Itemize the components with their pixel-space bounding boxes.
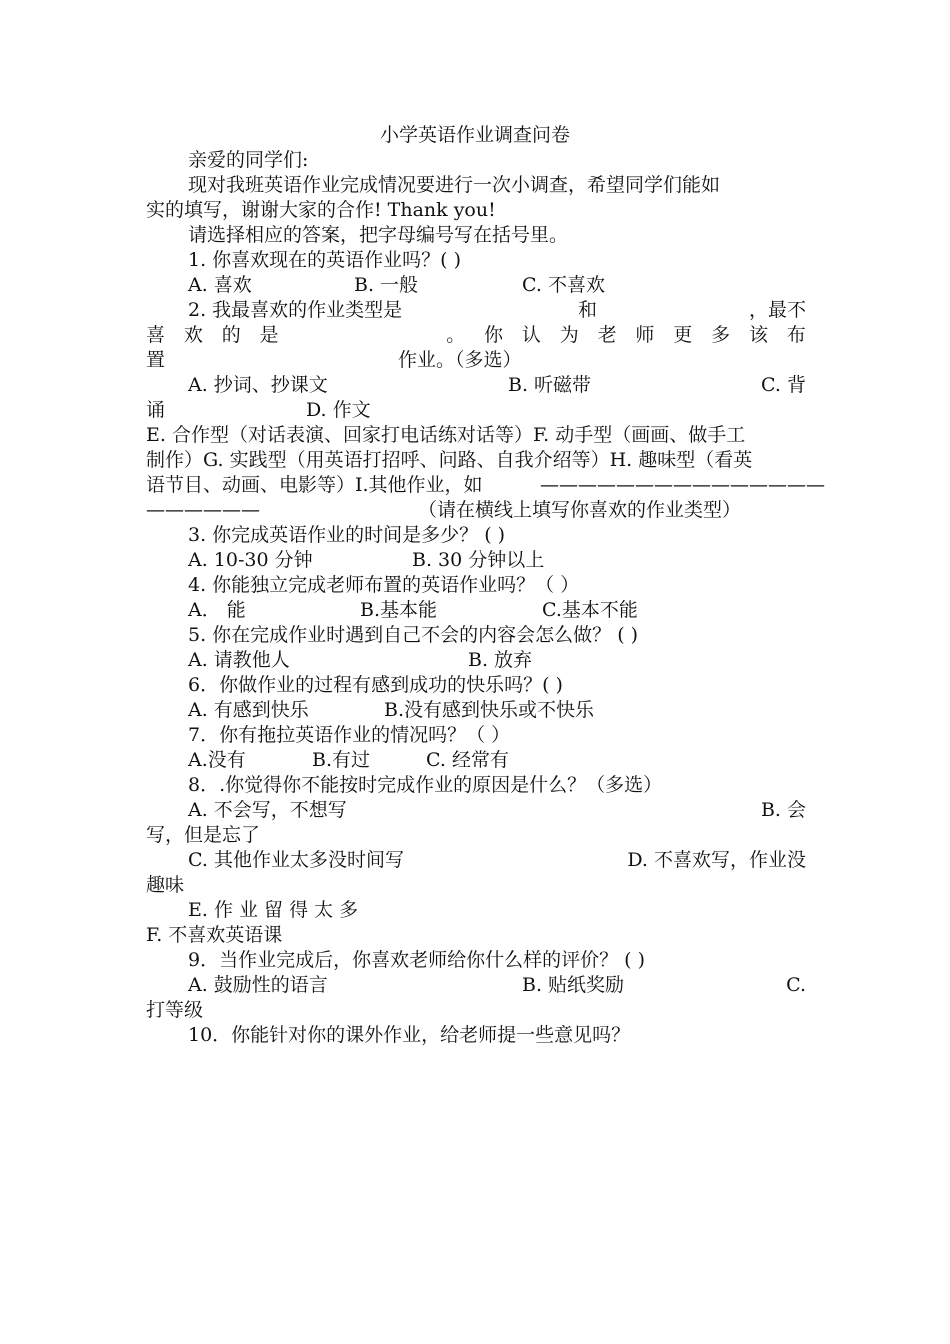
- option-c: C. 其他作业太多没时间写: [188, 849, 404, 871]
- question-3: 3. 你完成英语作业的时间是多少？ ( ): [188, 524, 506, 546]
- option-a: A. 不会写，不想写: [188, 799, 347, 821]
- option-a: A.没有: [188, 749, 246, 771]
- char: 你: [484, 324, 504, 346]
- text: 语节目、动画、电影等）I.其他作业，如: [146, 474, 483, 496]
- question-10: 10．你能针对你的课外作业，给老师提一些意见吗？: [188, 1024, 631, 1046]
- text: 置: [146, 349, 166, 371]
- option-a: A. 请教他人: [188, 649, 290, 671]
- char: 该: [748, 324, 768, 346]
- question-9: 9．当作业完成后，你喜欢老师给你什么样的评价？ ( ): [188, 949, 645, 971]
- option-c: C.基本不能: [542, 599, 638, 621]
- char: 欢: [183, 324, 203, 346]
- question-9-option-c-cont: 打等级: [146, 999, 204, 1021]
- question-8-option-f: F. 不喜欢英语课: [146, 924, 283, 946]
- option-b: B.没有感到快乐或不快乐: [384, 699, 595, 721]
- option-c: C. 背: [761, 374, 806, 396]
- question-2-options-3: E. 合作型（对话表演、回家打电话练对话等）F. 动手型（画画、做手工: [146, 424, 746, 446]
- question-2-part-2: 和: [578, 299, 598, 321]
- text: （请在横线上填写你喜欢的作业类型）: [418, 499, 742, 521]
- intro-line-1: 现对我班英语作业完成情况要进行一次小调查，希望同学们能如: [188, 174, 721, 196]
- question-8-option-d-cont: 趣味: [146, 874, 185, 896]
- question-2-part-3: ，最不: [748, 299, 806, 321]
- question-6: 6．你做作业的过程有感到成功的快乐吗？( ): [188, 674, 563, 696]
- question-1: 1. 你喜欢现在的英语作业吗？( ): [188, 249, 462, 271]
- option-b: B. 放弃: [468, 649, 533, 671]
- char: 师: [635, 324, 655, 346]
- fill-line: ——————: [146, 499, 260, 521]
- option-a: A. 喜欢: [188, 274, 252, 296]
- question-2-options-4: 制作）G. 实践型（用英语打招呼、问路、自我介绍等）H. 趣味型（看英: [146, 449, 753, 471]
- char: 的: [221, 324, 241, 346]
- option-b: B. 听磁带: [508, 374, 592, 396]
- option-c: C. 不喜欢: [522, 274, 605, 296]
- option-c: C.: [786, 974, 806, 996]
- option-b: B.有过: [312, 749, 371, 771]
- question-7: 7．你有拖拉英语作业的情况吗？（ ）: [188, 724, 511, 746]
- intro-line-2: 实的填写，谢谢大家的合作! Thank you!: [146, 199, 496, 221]
- option-b: B. 一般: [354, 274, 419, 296]
- option-a: A. 10-30 分钟: [188, 549, 313, 571]
- option-b: B.基本能: [360, 599, 438, 621]
- text: 诵: [146, 399, 166, 421]
- option-a: A. 有感到快乐: [188, 699, 309, 721]
- option-b: B. 会: [760, 799, 806, 821]
- blank: [297, 323, 427, 348]
- char: 为: [559, 324, 579, 346]
- question-8: 8．.你觉得你不能按时完成作业的原因是什么？（多选）: [188, 774, 663, 796]
- option-d: D. 作文: [306, 399, 371, 421]
- option-a: A． 能: [188, 599, 246, 621]
- char: 布: [786, 324, 806, 346]
- char: 多: [711, 324, 731, 346]
- char: 老: [597, 324, 617, 346]
- option-b: B. 贴纸奖励: [522, 974, 625, 996]
- question-4: 4. 你能独立完成老师布置的英语作业吗？（ ）: [188, 574, 580, 596]
- option-b: B. 30 分钟以上: [412, 549, 545, 571]
- question-5: 5. 你在完成作业时遇到自己不会的内容会怎么做？ ( ): [188, 624, 639, 646]
- char: 喜: [146, 324, 166, 346]
- option-a: A. 鼓励性的语言: [188, 974, 328, 996]
- option-c: C. 经常有: [426, 749, 509, 771]
- question-2-line-2: [146, 323, 806, 348]
- char: 更: [673, 324, 693, 346]
- char: 。: [446, 324, 466, 346]
- greeting: 亲爱的同学们:: [188, 149, 309, 171]
- instruction: 请选择相应的答案，把字母编号写在括号里。: [188, 224, 569, 246]
- question-2-part-1: 2. 我最喜欢的作业类型是: [188, 299, 403, 321]
- fill-line: ———————————————: [540, 474, 825, 496]
- char: 认: [521, 324, 541, 346]
- page-title: 小学英语作业调查问卷: [379, 124, 570, 146]
- question-8-option-e: E. 作 业 留 得 太 多: [188, 899, 359, 921]
- option-a: A. 抄词、抄课文: [188, 374, 328, 396]
- text: 作业。（多选）: [398, 349, 522, 371]
- question-8-option-b-cont: 写，但是忘了: [146, 824, 261, 846]
- option-d: D. 不喜欢写，作业没: [627, 849, 806, 871]
- char: 是: [259, 324, 279, 346]
